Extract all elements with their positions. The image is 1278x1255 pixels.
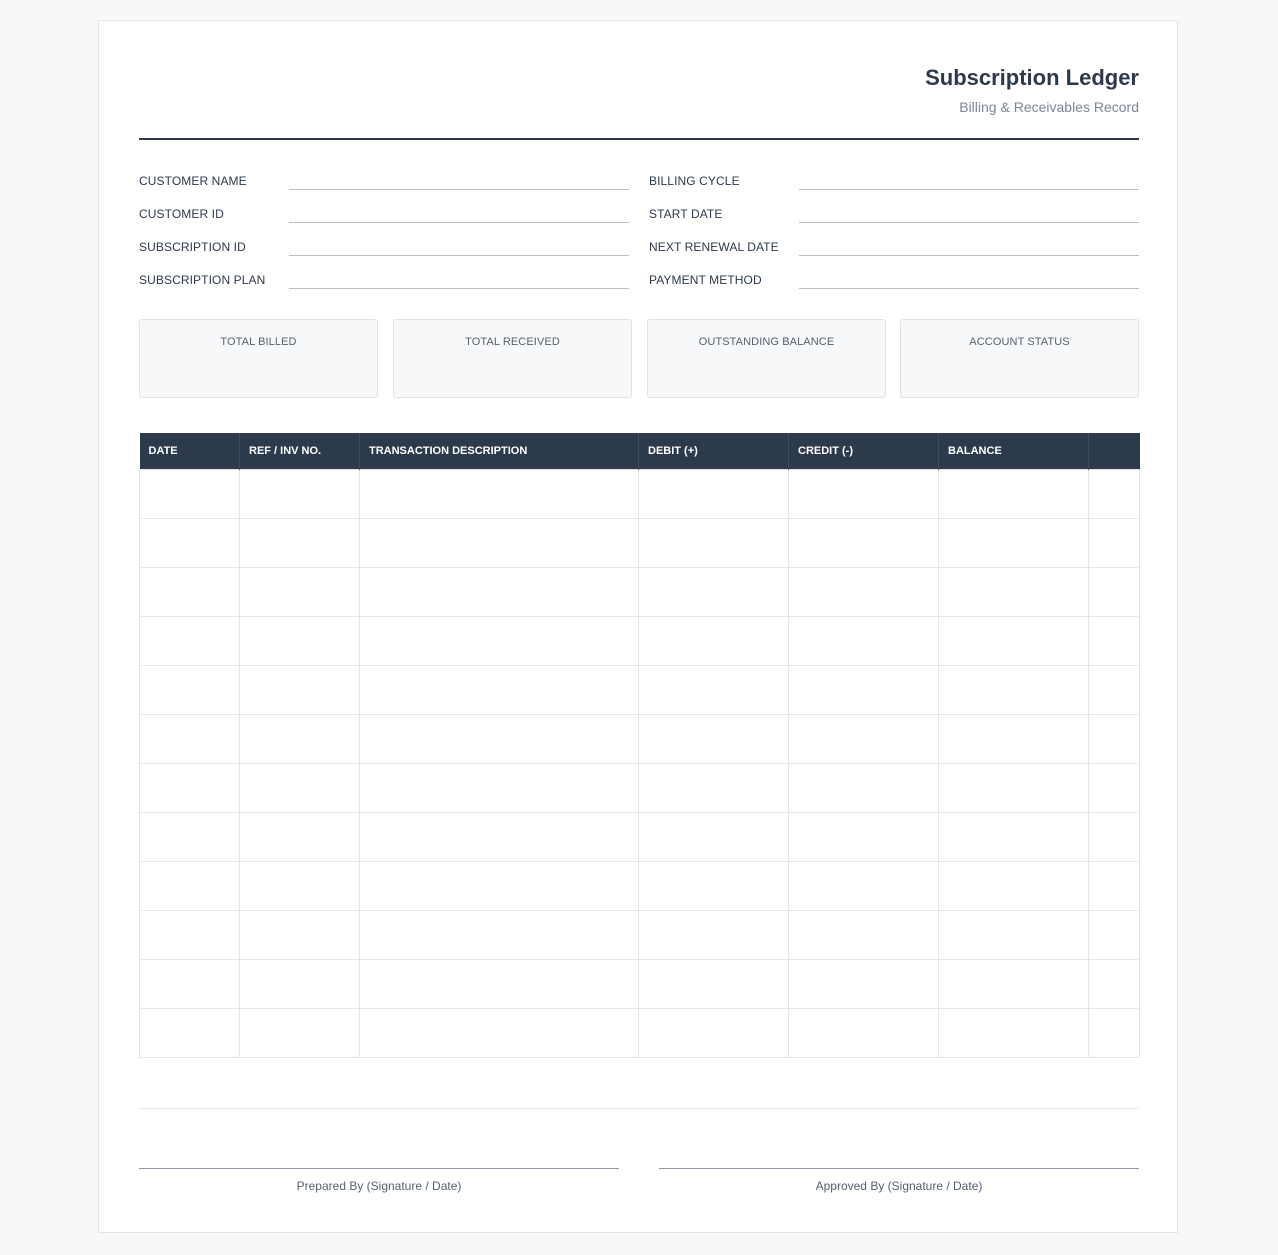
footer-divider bbox=[139, 1108, 1139, 1109]
field-label: SUBSCRIPTION ID bbox=[139, 240, 246, 254]
ledger-cell[interactable] bbox=[939, 959, 1089, 1008]
prepared-by-signature-line[interactable] bbox=[139, 1168, 619, 1193]
ledger-cell[interactable] bbox=[240, 861, 360, 910]
table-row bbox=[140, 861, 1140, 910]
ledger-cell[interactable] bbox=[639, 812, 789, 861]
ledger-cell[interactable] bbox=[1089, 812, 1140, 861]
ledger-cell[interactable] bbox=[1089, 1008, 1140, 1057]
ledger-cell[interactable] bbox=[360, 910, 639, 959]
field-subscription-plan bbox=[139, 270, 629, 303]
ledger-cell[interactable] bbox=[240, 518, 360, 567]
column-header: DATE bbox=[140, 433, 240, 469]
ledger-cell[interactable] bbox=[360, 518, 639, 567]
ledger-page bbox=[98, 20, 1178, 1233]
customer-name-line[interactable] bbox=[289, 189, 629, 190]
payment-method-line[interactable] bbox=[799, 288, 1139, 289]
ledger-cell[interactable] bbox=[1089, 469, 1140, 518]
ledger-cell[interactable] bbox=[789, 518, 939, 567]
summary-card-total-billed bbox=[139, 319, 378, 398]
field-next-renewal-date bbox=[649, 237, 1139, 270]
ledger-cell[interactable] bbox=[240, 714, 360, 763]
ledger-cell[interactable] bbox=[240, 812, 360, 861]
fields-right-column bbox=[649, 171, 1139, 303]
ledger-cell[interactable] bbox=[639, 469, 789, 518]
field-label: CUSTOMER NAME bbox=[139, 174, 247, 188]
fields-left-column bbox=[139, 171, 629, 303]
ledger-cell[interactable] bbox=[639, 567, 789, 616]
field-start-date bbox=[649, 204, 1139, 237]
card-label: TOTAL BILLED bbox=[220, 336, 297, 348]
ledger-cell[interactable] bbox=[639, 518, 789, 567]
ledger-cell[interactable] bbox=[140, 518, 240, 567]
ledger-cell[interactable] bbox=[240, 763, 360, 812]
ledger-cell[interactable] bbox=[360, 616, 639, 665]
ledger-cell[interactable] bbox=[240, 567, 360, 616]
ledger-cell[interactable] bbox=[789, 469, 939, 518]
table-row bbox=[140, 910, 1140, 959]
ledger-cell[interactable] bbox=[639, 1008, 789, 1057]
ledger-cell[interactable] bbox=[789, 665, 939, 714]
ledger-cell[interactable] bbox=[140, 1008, 240, 1057]
card-label: TOTAL RECEIVED bbox=[465, 336, 560, 348]
ledger-cell[interactable] bbox=[789, 1008, 939, 1057]
ledger-cell[interactable] bbox=[639, 959, 789, 1008]
ledger-cell[interactable] bbox=[639, 861, 789, 910]
ledger-cell[interactable] bbox=[1089, 567, 1140, 616]
table-row bbox=[140, 469, 1140, 518]
ledger-cell[interactable] bbox=[360, 763, 639, 812]
ledger-cell[interactable] bbox=[939, 567, 1089, 616]
ledger-cell[interactable] bbox=[789, 714, 939, 763]
ledger-cell[interactable] bbox=[360, 861, 639, 910]
table-row bbox=[140, 665, 1140, 714]
ledger-body bbox=[140, 469, 1140, 1057]
ledger-cell[interactable] bbox=[1089, 616, 1140, 665]
column-header: BALANCE bbox=[939, 433, 1089, 469]
ledger-cell[interactable] bbox=[360, 959, 639, 1008]
table-row bbox=[140, 616, 1140, 665]
ledger-cell[interactable] bbox=[140, 567, 240, 616]
ledger-cell[interactable] bbox=[789, 567, 939, 616]
ledger-cell[interactable] bbox=[240, 1008, 360, 1057]
ledger-cell[interactable] bbox=[240, 665, 360, 714]
ledger-cell[interactable] bbox=[939, 518, 1089, 567]
field-customer-name bbox=[139, 171, 629, 204]
page-subtitle: Billing & Receivables Record bbox=[959, 99, 1139, 115]
ledger-cell[interactable] bbox=[140, 469, 240, 518]
ledger-table bbox=[139, 433, 1140, 1058]
ledger-cell[interactable] bbox=[639, 714, 789, 763]
summary-cards bbox=[139, 319, 1139, 398]
ledger-cell[interactable] bbox=[939, 812, 1089, 861]
field-label: CUSTOMER ID bbox=[139, 207, 224, 221]
field-label: NEXT RENEWAL DATE bbox=[649, 240, 779, 254]
ledger-cell[interactable] bbox=[789, 812, 939, 861]
card-label: ACCOUNT STATUS bbox=[969, 336, 1070, 348]
page-header bbox=[139, 61, 1139, 140]
ledger-cell[interactable] bbox=[140, 763, 240, 812]
ledger-cell[interactable] bbox=[360, 567, 639, 616]
field-billing-cycle bbox=[649, 171, 1139, 204]
ledger-cell[interactable] bbox=[360, 469, 639, 518]
ledger-cell[interactable] bbox=[939, 763, 1089, 812]
table-row bbox=[140, 567, 1140, 616]
ledger-header-row bbox=[140, 433, 1140, 469]
ledger-cell[interactable] bbox=[140, 861, 240, 910]
ledger-cell[interactable] bbox=[360, 1008, 639, 1057]
summary-card-account-status bbox=[900, 319, 1139, 398]
field-label: START DATE bbox=[649, 207, 723, 221]
ledger-cell[interactable] bbox=[140, 959, 240, 1008]
column-header: TRANSACTION DESCRIPTION bbox=[360, 433, 639, 469]
ledger-cell[interactable] bbox=[1089, 518, 1140, 567]
ledger-cell[interactable] bbox=[789, 959, 939, 1008]
next-renewal-date-line[interactable] bbox=[799, 255, 1139, 256]
ledger-cell[interactable] bbox=[360, 714, 639, 763]
ledger-cell[interactable] bbox=[939, 616, 1089, 665]
table-row bbox=[140, 812, 1140, 861]
ledger-cell[interactable] bbox=[140, 910, 240, 959]
ledger-cell[interactable] bbox=[939, 665, 1089, 714]
table-row bbox=[140, 714, 1140, 763]
ledger-cell[interactable] bbox=[789, 616, 939, 665]
ledger-cell[interactable] bbox=[939, 469, 1089, 518]
ledger-cell[interactable] bbox=[140, 665, 240, 714]
summary-card-outstanding-balance bbox=[647, 319, 886, 398]
ledger-cell[interactable] bbox=[140, 714, 240, 763]
subscription-id-line[interactable] bbox=[289, 255, 629, 256]
ledger-cell[interactable] bbox=[140, 616, 240, 665]
ledger-cell[interactable] bbox=[1089, 861, 1140, 910]
table-row bbox=[140, 518, 1140, 567]
ledger-cell[interactable] bbox=[140, 812, 240, 861]
ledger-cell[interactable] bbox=[789, 861, 939, 910]
ledger-cell[interactable] bbox=[1089, 714, 1140, 763]
column-header: DEBIT (+) bbox=[639, 433, 789, 469]
ledger-cell[interactable] bbox=[1089, 763, 1140, 812]
billing-cycle-line[interactable] bbox=[799, 189, 1139, 190]
ledger-cell[interactable] bbox=[240, 616, 360, 665]
column-header bbox=[1089, 433, 1140, 469]
field-customer-id bbox=[139, 204, 629, 237]
ledger-cell[interactable] bbox=[1089, 959, 1140, 1008]
ledger-header bbox=[140, 433, 1140, 469]
ledger-cell[interactable] bbox=[1089, 910, 1140, 959]
ledger-cell[interactable] bbox=[639, 910, 789, 959]
field-subscription-id bbox=[139, 237, 629, 270]
subscription-plan-line[interactable] bbox=[289, 288, 629, 289]
approved-by-signature-line[interactable] bbox=[659, 1168, 1139, 1193]
field-label: PAYMENT METHOD bbox=[649, 273, 762, 287]
page-title: Subscription Ledger bbox=[925, 65, 1139, 90]
field-label: SUBSCRIPTION PLAN bbox=[139, 273, 266, 287]
field-payment-method bbox=[649, 270, 1139, 303]
ledger-cell[interactable] bbox=[1089, 665, 1140, 714]
ledger-cell[interactable] bbox=[240, 959, 360, 1008]
ledger-cell[interactable] bbox=[360, 812, 639, 861]
ledger-cell[interactable] bbox=[939, 714, 1089, 763]
table-row bbox=[140, 763, 1140, 812]
ledger-cell[interactable] bbox=[939, 910, 1089, 959]
approved-by-label: Approved By (Signature / Date) bbox=[815, 1179, 983, 1193]
column-header: REF / INV NO. bbox=[240, 433, 360, 469]
table-row bbox=[140, 959, 1140, 1008]
ledger-cell[interactable] bbox=[639, 763, 789, 812]
field-label: BILLING CYCLE bbox=[649, 174, 740, 188]
prepared-by-label: Prepared By (Signature / Date) bbox=[296, 1179, 462, 1193]
ledger-cell[interactable] bbox=[240, 469, 360, 518]
ledger-cell[interactable] bbox=[939, 1008, 1089, 1057]
summary-card-total-received bbox=[393, 319, 632, 398]
ledger-cell[interactable] bbox=[240, 910, 360, 959]
table-row bbox=[140, 1008, 1140, 1057]
start-date-line[interactable] bbox=[799, 222, 1139, 223]
ledger-cell[interactable] bbox=[639, 665, 789, 714]
column-header: CREDIT (-) bbox=[789, 433, 939, 469]
ledger-cell[interactable] bbox=[360, 665, 639, 714]
ledger-cell[interactable] bbox=[789, 763, 939, 812]
ledger-cell[interactable] bbox=[789, 910, 939, 959]
card-label: OUTSTANDING BALANCE bbox=[698, 336, 835, 348]
customer-id-line[interactable] bbox=[289, 222, 629, 223]
ledger-cell[interactable] bbox=[939, 861, 1089, 910]
ledger-cell[interactable] bbox=[639, 616, 789, 665]
